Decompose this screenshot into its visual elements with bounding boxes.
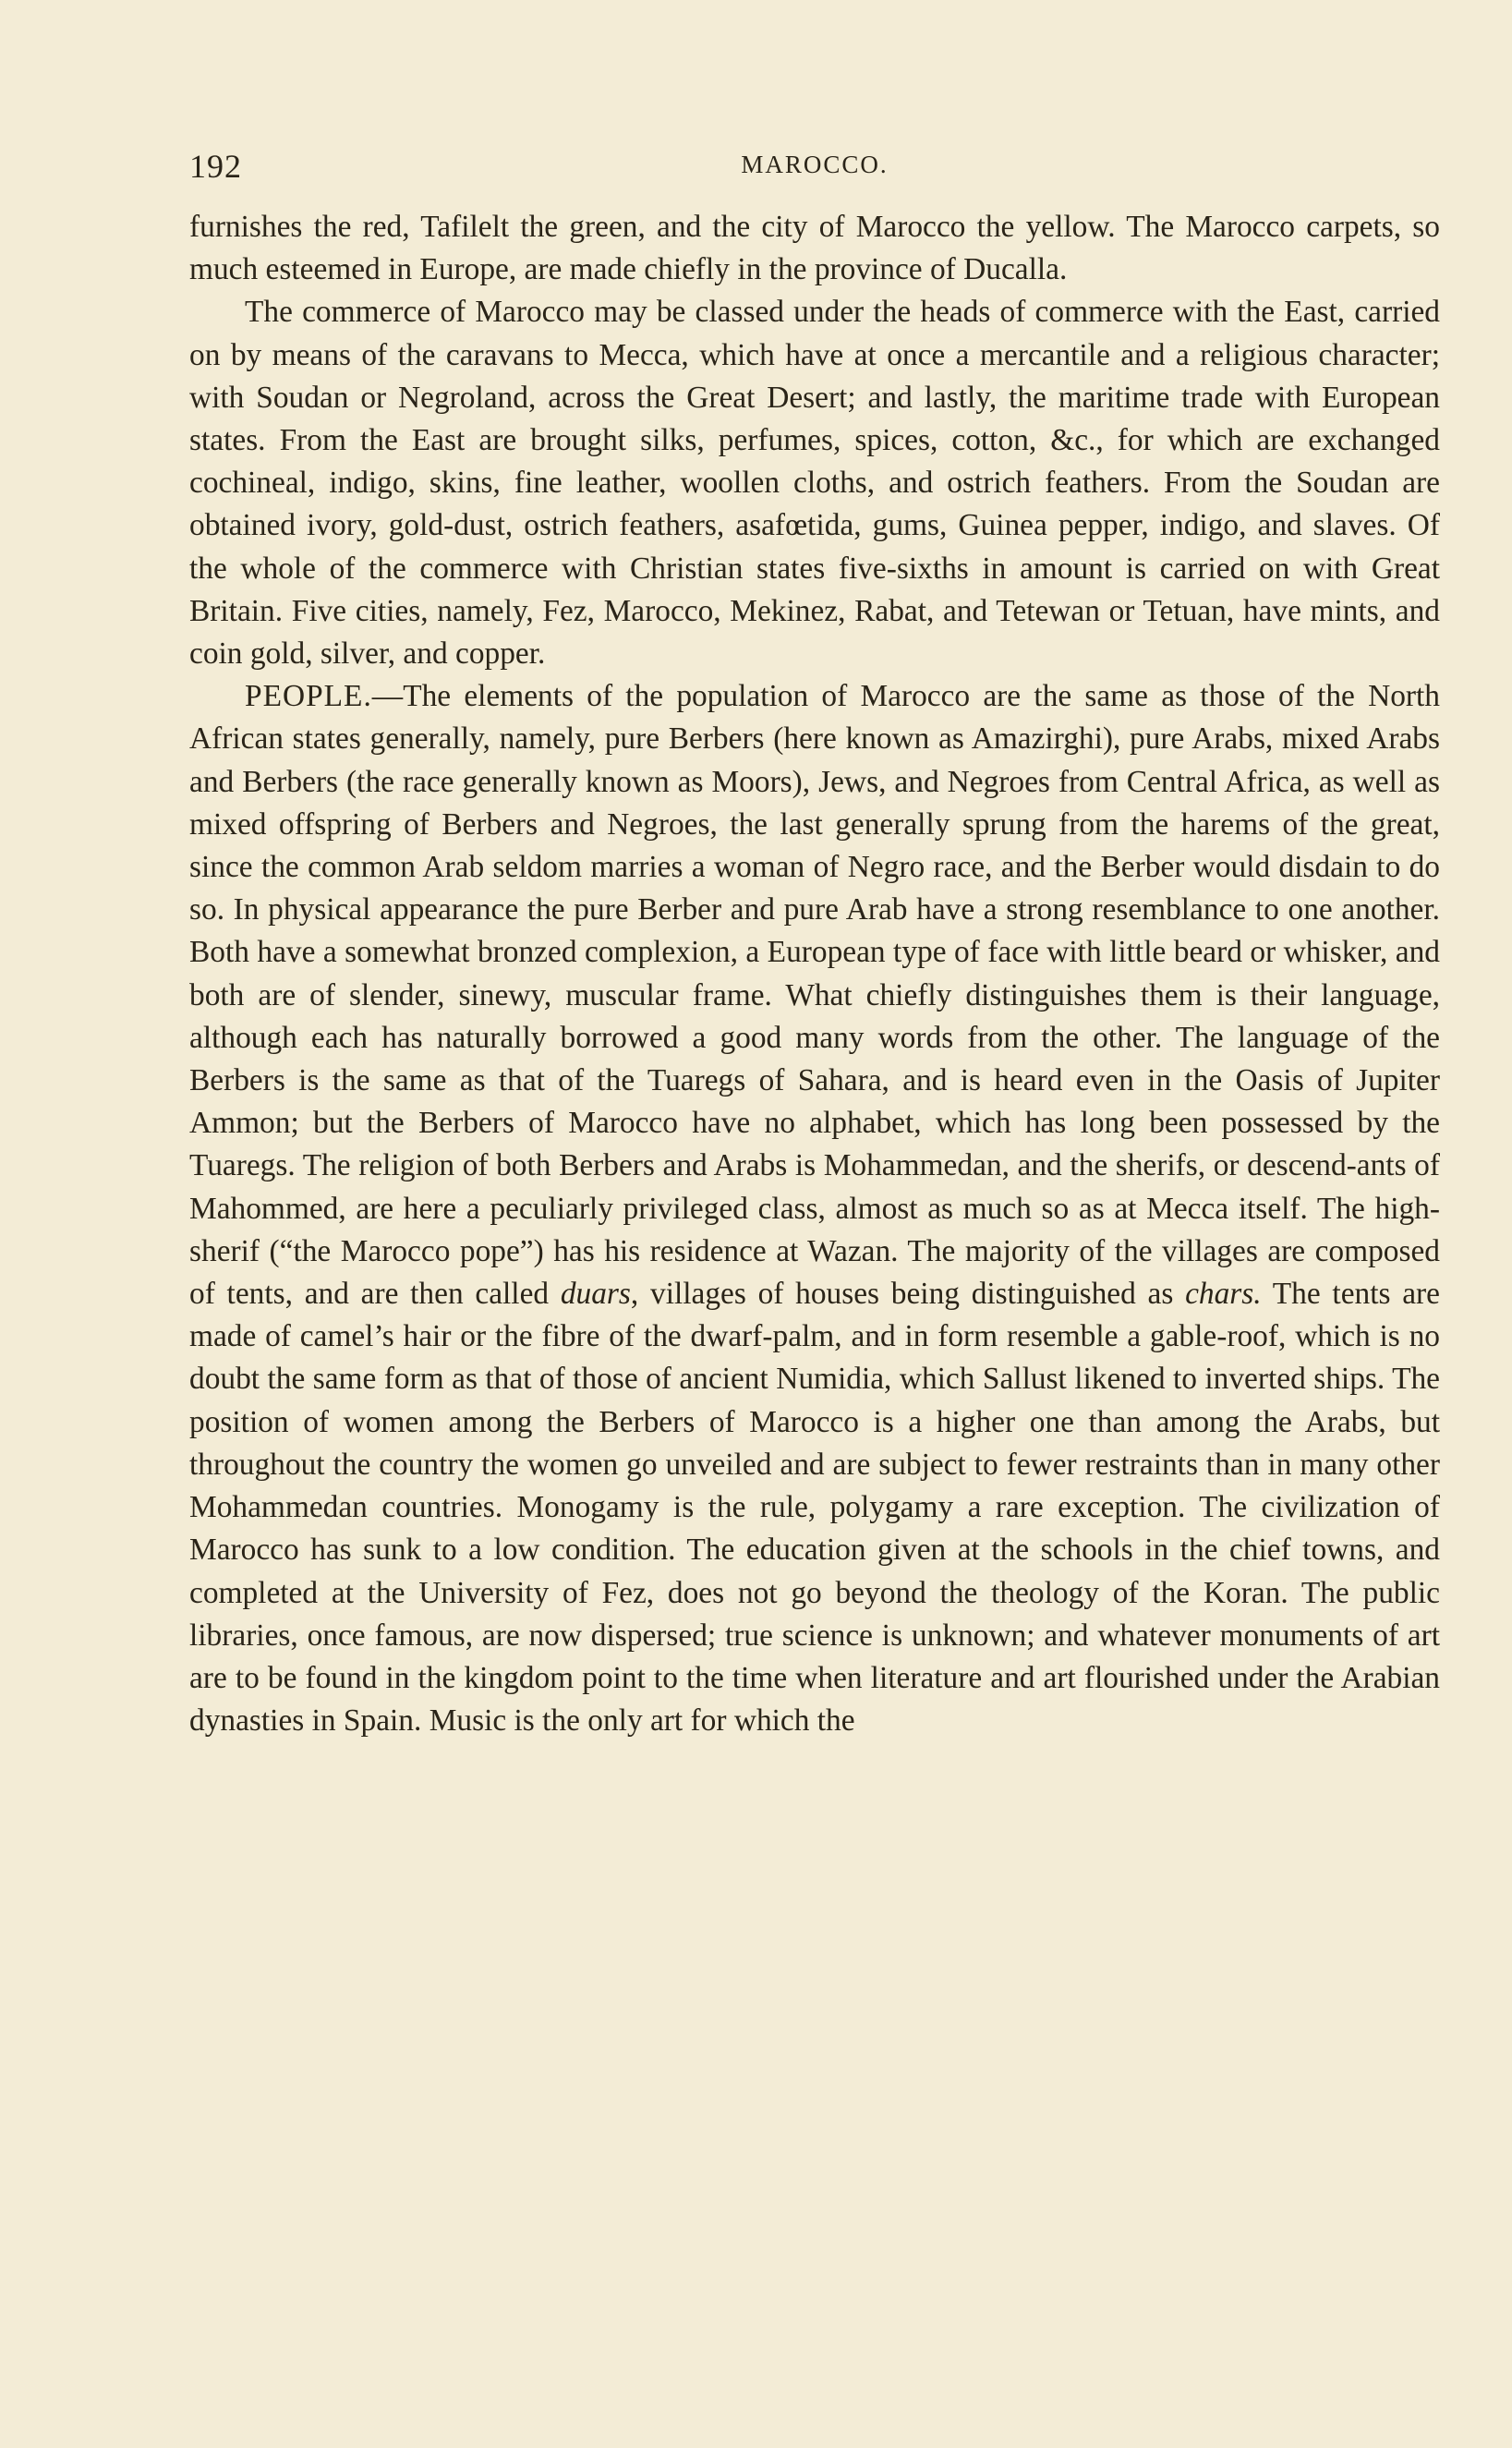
- term-chars: chars.: [1185, 1277, 1262, 1312]
- paragraph-people-text-a: —The elements of the population of Marocco are the same as those of the North African states generally, namely, pure Berbers (here known as Amazirghi), pure Arabs, mixed Arabs and Berbers (the race generally known as Moors), Jews, and Negroes from Central Africa, as well as mixed offspring of Berbers and Negroes, the last generally sprung from the harems of the great, since the common Arab seldom marries a woman of Negro race, and the Berber would disdain to do so. In physical appearance the pure Berber and pure Arab have a strong resemblance to one another. Both have a somewhat bronzed complexion, a European type of face with little beard or whisker, and both are of slender, sinewy, muscular frame. What chiefly distinguishes them is their language, although each has naturally borrowed a good many words from the other. The language of the Berbers is the same as that of the Tuaregs of Sahara, and is heard even in the Oasis of Jupiter Ammon; but the Berbers of Marocco have no alphabet, which has long been possessed by the Tuaregs. The religion of both Berbers and Arabs is Mohammedan, and the sherifs, or descend-ants of Mahommed, are here a peculiarly privileged class, almost as much so as at Mecca itself. The high-sherif (“the Marocco pope”) has his residence at Wazan. The majority of the villages are composed of tents, and are then called: [189, 679, 1440, 1312]
- body-text: [189, 206, 1440, 1742]
- paragraph-people-text-b: , villages of houses being distinguished as: [630, 1277, 1186, 1312]
- paragraph-people-text-c: The tents are made of camel’s hair or the fibre of the dwarf-palm, and in form resemble a gable-roof, which is no doubt the same form as that of those of ancient Numidia, which Sallust likened to inverted ships. The position of women among the Berbers of Marocco is a higher one than among the Arabs, but throughout the country the women go unveiled and are subject to fewer restraints than in many other Mohammedan countries. Monogamy is the rule, polygamy a rare exception. The civilization of Marocco has sunk to a low condition. The education given at the schools in the chief towns, and completed at the University of Fez, does not go beyond the theology of the Koran. The public libraries, once famous, are now dispersed; true science is unknown; and whatever monuments of art are to be found in the kingdom point to the time when literature and art flourished under the Arabian dynasties in Spain. Music is the only art for which the: [189, 1277, 1440, 1739]
- paragraph-commerce: The commerce of Marocco may be classed under the heads of commerce with the East, carried on by means of the caravans to Mecca, which have at once a mercantile and a religious character; with Soudan or Negroland, across the Great Desert; and lastly, the maritime trade with European states. From the East are brought silks, perfumes, spices, cotton, &c., for which are exchanged cochineal, indigo, skins, fine leather, woollen cloths, and ostrich feathers. From the Soudan are obtained ivory, gold-dust, ostrich feathers, asafœtida, gums, Guinea pepper, indigo, and slaves. Of the whole of the commerce with Christian states five-sixths in amount is carried on with Great Britain. Five cities, namely, Fez, Marocco, Mekinez, Rabat, and Tetewan or Tetuan, have mints, and coin gold, silver, and copper.: [189, 295, 1440, 672]
- paragraph-people: [189, 675, 1440, 1742]
- section-lead-people: PEOPLE.: [245, 679, 372, 714]
- term-duars: duars: [560, 1277, 631, 1312]
- page-number: 192: [189, 148, 242, 185]
- paragraph-continued: furnishes the red, Tafilelt the green, and the city of Marocco the yellow. The Marocco carpets, so much esteemed in Europe, are made chiefly in the province of Ducalla.: [189, 210, 1440, 287]
- page-header: [189, 143, 1440, 189]
- running-title: MAROCCO.: [741, 151, 889, 178]
